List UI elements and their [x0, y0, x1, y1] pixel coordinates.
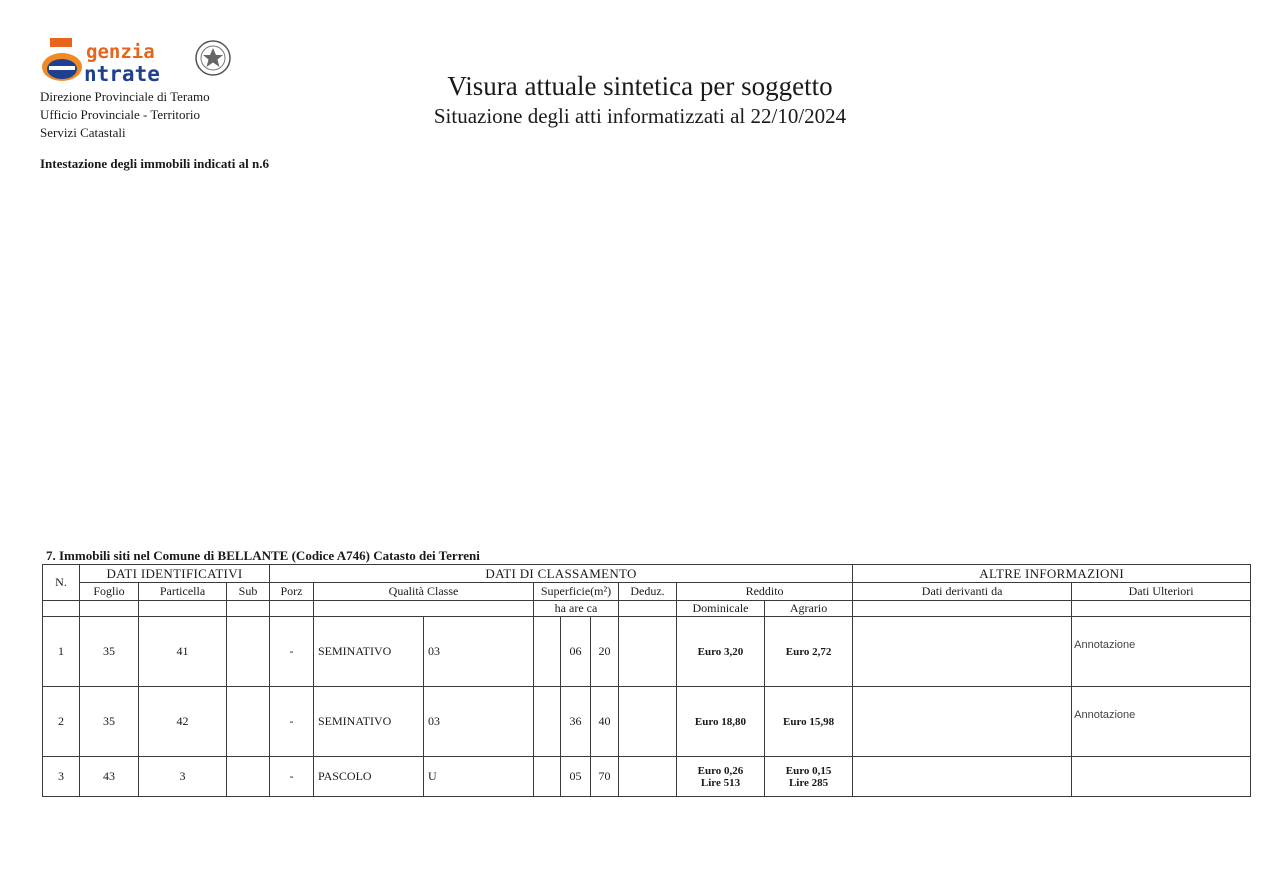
page-subtitle: Situazione degli atti informatizzati al 22/10/2024	[433, 104, 847, 128]
logo-text-genzia: genzia	[86, 41, 155, 63]
cell-are: 06	[561, 617, 591, 687]
header-dominicale: Dominicale	[677, 601, 765, 617]
header-n: N.	[43, 565, 80, 601]
cell-dati-ulteriori: Annotazione	[1072, 617, 1251, 687]
cell-n: 1	[43, 617, 80, 687]
header-dati-identificativi: DATI IDENTIFICATIVI	[80, 565, 270, 583]
cell-agrario	[765, 687, 853, 757]
cell-foglio: 43	[80, 757, 139, 797]
cell-foglio: 35	[80, 617, 139, 687]
header-dati-classamento: DATI DI CLASSAMENTO	[270, 565, 853, 583]
agrario-euro: Euro 2,72	[785, 645, 832, 658]
cell-porz: -	[270, 757, 314, 797]
cell-qualita: SEMINATIVO	[314, 687, 424, 757]
cell-deduz	[619, 757, 677, 797]
cell-classe: 03	[424, 617, 534, 687]
cell-deduz	[619, 687, 677, 757]
section-heading: 7. Immobili siti nel Comune di BELLANTE (Codice A746) Catasto dei Terreni	[46, 548, 480, 563]
cell-sub	[227, 757, 270, 797]
cell-particella: 42	[139, 687, 227, 757]
office-line-direzione: Direzione Provinciale di Teramo	[40, 89, 210, 104]
cell-qualita: PASCOLO	[314, 757, 424, 797]
header-porz: Porz	[270, 583, 314, 601]
cell-classe: U	[424, 757, 534, 797]
agrario-euro: Euro 15,98	[782, 715, 835, 728]
header-dati-ulteriori: Dati Ulteriori	[1072, 583, 1251, 601]
cell-ca: 20	[591, 617, 619, 687]
cell-porz: -	[270, 687, 314, 757]
cell-sub	[227, 617, 270, 687]
intestazione-heading: Intestazione degli immobili indicati al n.6	[40, 156, 269, 171]
logo-text-ntrate: ntrate	[84, 62, 160, 86]
cell-particella: 3	[139, 757, 227, 797]
cell-classe: 03	[424, 687, 534, 757]
table-row	[43, 617, 1251, 687]
cell-ha	[534, 617, 561, 687]
cell-are: 05	[561, 757, 591, 797]
office-line-ufficio: Ufficio Provinciale - Territorio	[40, 107, 200, 122]
header-dati-derivanti: Dati derivanti da	[853, 583, 1072, 601]
header-sub: Sub	[227, 583, 270, 601]
cell-are: 36	[561, 687, 591, 757]
agrario-euro: Euro 0,15	[785, 764, 832, 777]
dominicale-euro: Euro 0,26	[697, 764, 744, 777]
cell-agrario	[765, 617, 853, 687]
office-block	[40, 88, 210, 142]
cell-n: 3	[43, 757, 80, 797]
page-title: Visura attuale sintetica per soggetto	[447, 71, 833, 101]
agrario-lire: Lire 285	[788, 776, 829, 789]
cell-qualita: SEMINATIVO	[314, 617, 424, 687]
cell-ca: 70	[591, 757, 619, 797]
header-altre-informazioni: ALTRE INFORMAZIONI	[853, 565, 1251, 583]
header-agrario: Agrario	[765, 601, 853, 617]
cell-agrario	[765, 757, 853, 797]
cell-porz: -	[270, 617, 314, 687]
header-foglio: Foglio	[80, 583, 139, 601]
agenzia-entrate-logo	[40, 36, 240, 88]
catasto-table	[42, 564, 1251, 797]
cell-dati-ulteriori: Annotazione	[1072, 687, 1251, 757]
office-line-servizi: Servizi Catastali	[40, 125, 126, 140]
cell-dati-derivanti	[853, 687, 1072, 757]
header-qualita-classe: Qualità Classe	[314, 583, 534, 601]
header-reddito: Reddito	[677, 583, 853, 601]
cell-ca: 40	[591, 687, 619, 757]
cell-foglio: 35	[80, 687, 139, 757]
dominicale-lire: Lire 513	[700, 776, 741, 789]
cell-n: 2	[43, 687, 80, 757]
cell-dati-derivanti	[853, 617, 1072, 687]
cell-ha	[534, 757, 561, 797]
cell-dati-derivanti	[853, 757, 1072, 797]
cell-dominicale	[677, 687, 765, 757]
cell-ha	[534, 687, 561, 757]
header-particella: Particella	[139, 583, 227, 601]
dominicale-euro: Euro 3,20	[697, 645, 744, 658]
header-ha-are-ca: ha are ca	[534, 601, 619, 617]
dominicale-euro: Euro 18,80	[694, 715, 747, 728]
cell-dominicale	[677, 617, 765, 687]
cell-dati-ulteriori	[1072, 757, 1251, 797]
cell-deduz	[619, 617, 677, 687]
cell-particella: 41	[139, 617, 227, 687]
cell-sub	[227, 687, 270, 757]
header-deduz: Deduz.	[619, 583, 677, 601]
table-row	[43, 687, 1251, 757]
cell-dominicale	[677, 757, 765, 797]
title-block	[330, 70, 950, 130]
header-superficie: Superficie(m²)	[534, 583, 619, 601]
table-row	[43, 757, 1251, 797]
